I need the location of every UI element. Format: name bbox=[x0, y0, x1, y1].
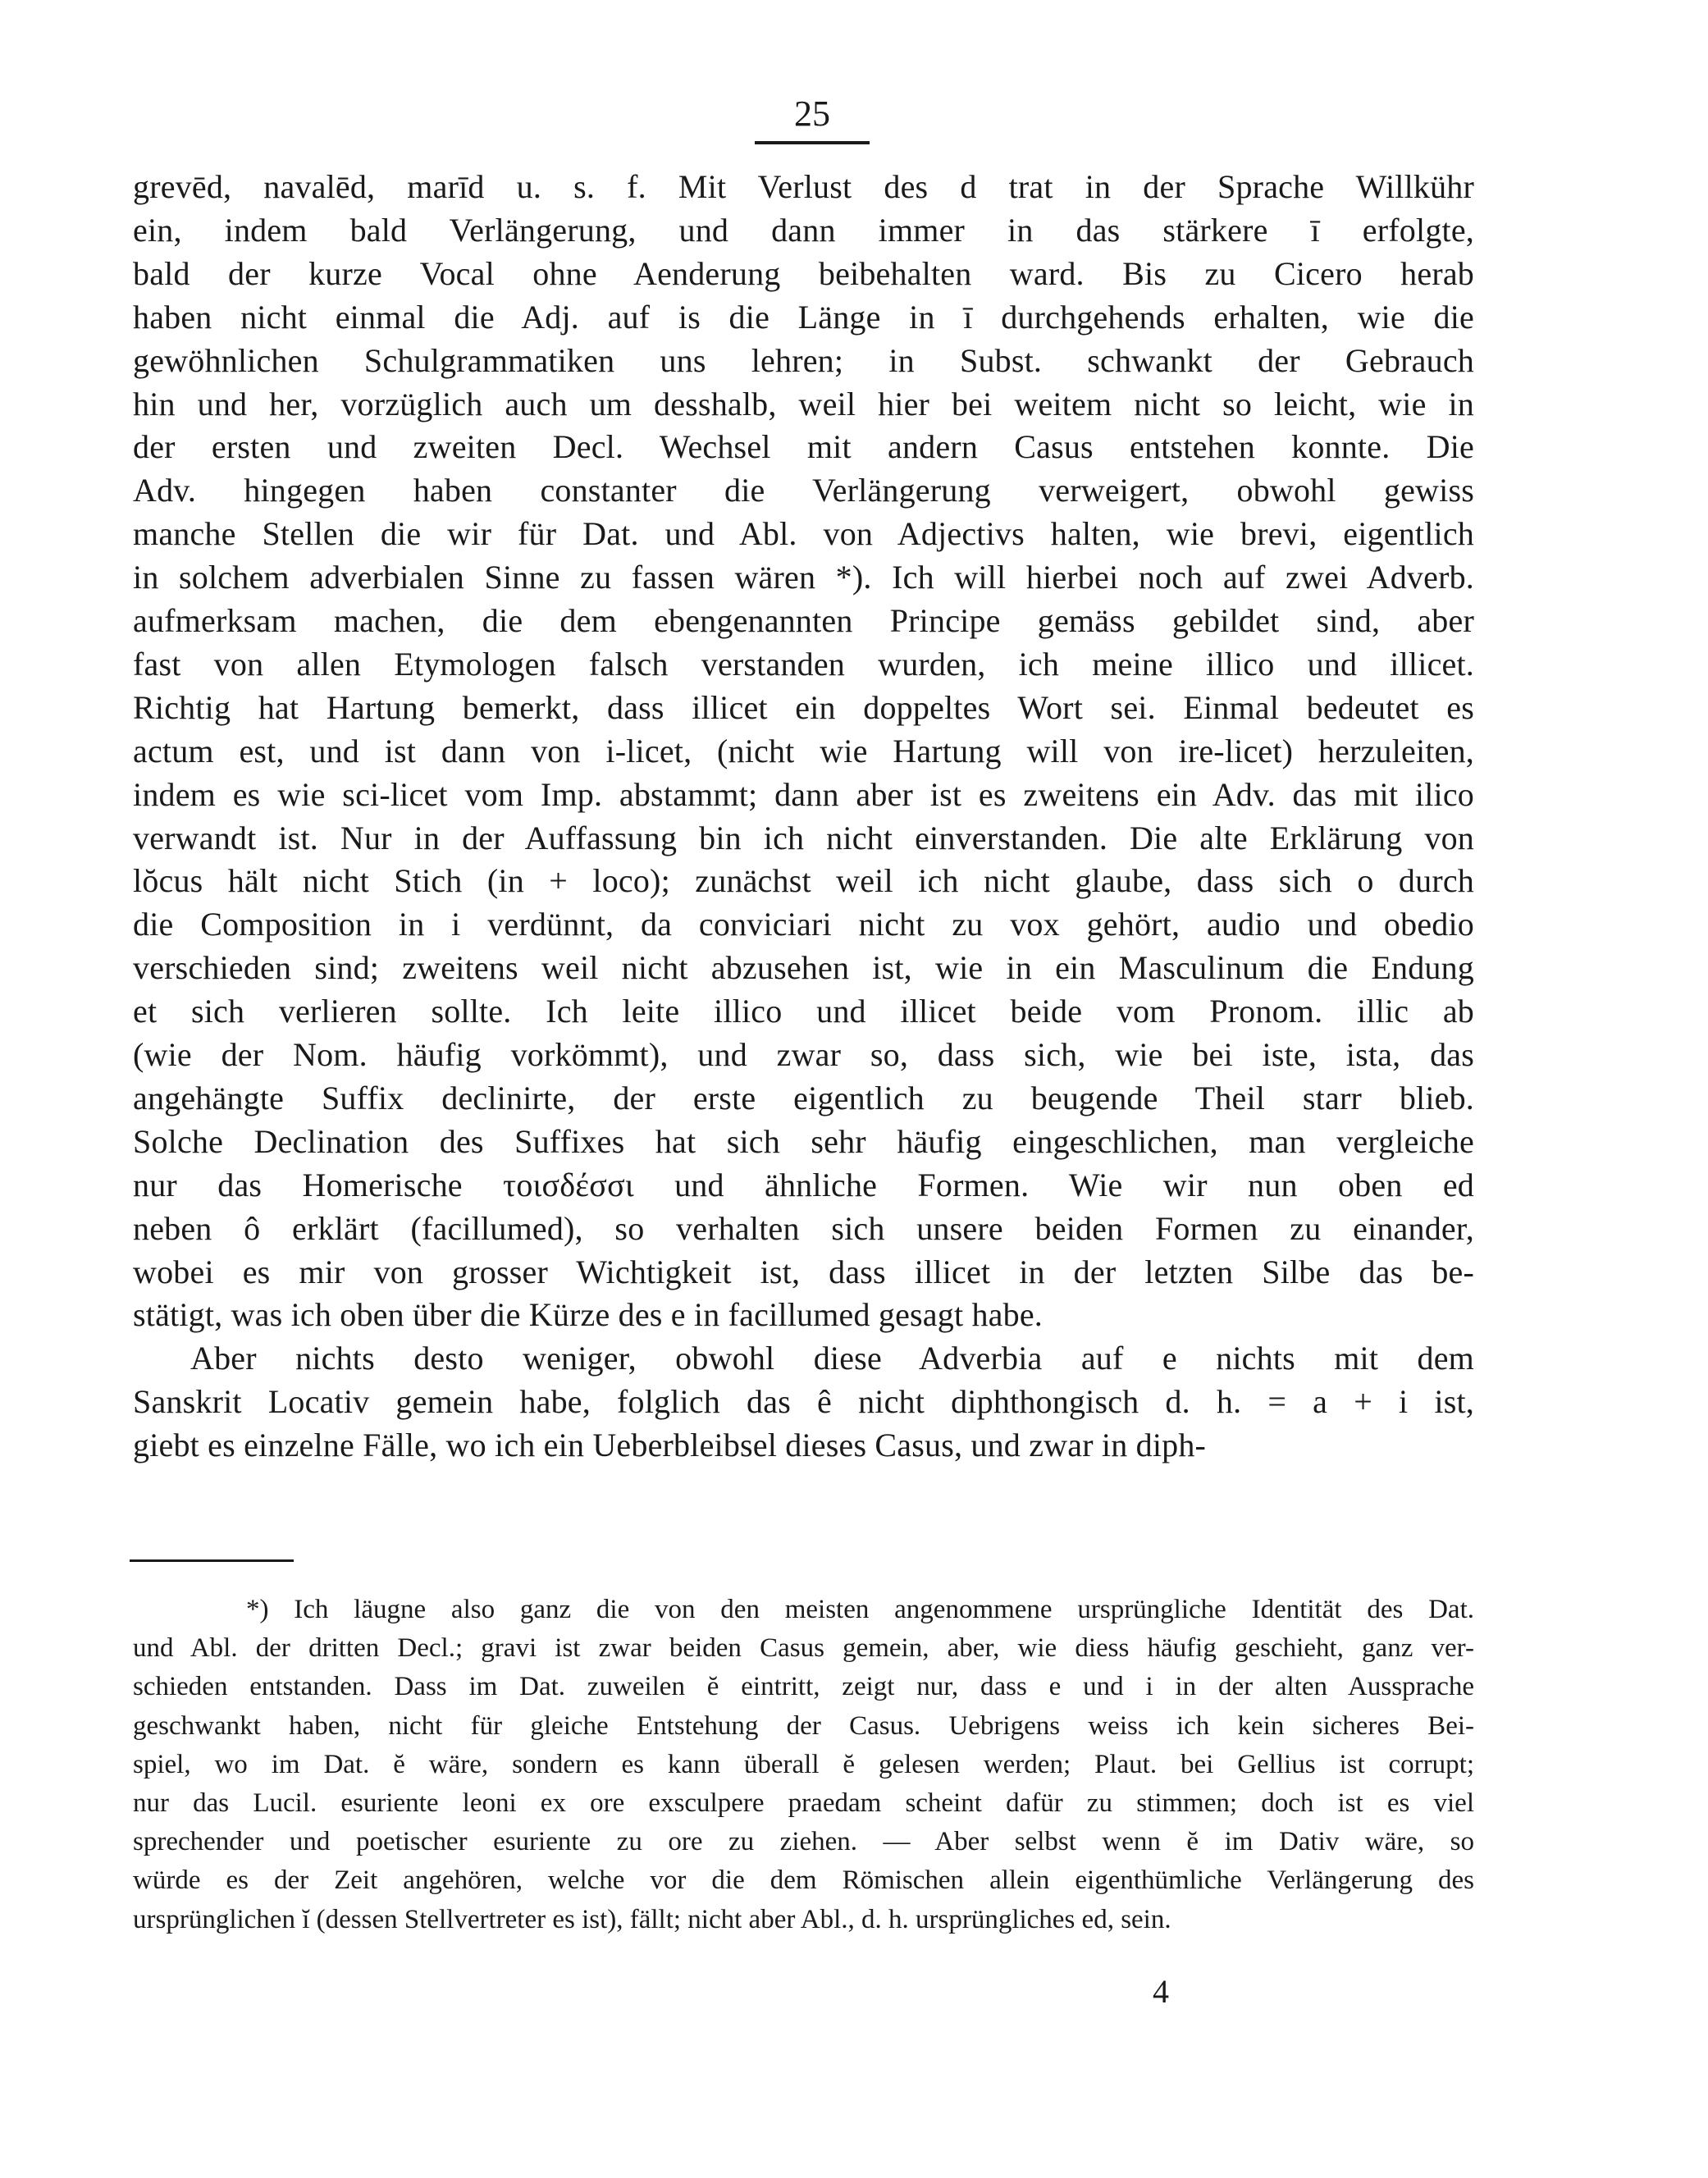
footnote-line: schieden entstanden. Dass im Dat. zuweilen ĕ eintritt, zeigt nur, dass e und i in der alten Aussprache bbox=[133, 1672, 1474, 1701]
body-line: giebt es einzelne Fälle, wo ich ein Ueberbleibsel dieses Casus, und zwar in diph- bbox=[133, 1427, 1207, 1463]
footnote-line: und Abl. der dritten Decl.; gravi ist zwar beiden Casus gemein, aber, wie diess häufig geschieht, ganz ver- bbox=[133, 1633, 1474, 1663]
body-line: verschieden sind; zweitens weil nicht abzusehen ist, wie in ein Masculinum die Endung bbox=[133, 949, 1474, 986]
footnote-line: sprechender und poetischer esuriente zu ore zu ziehen. — Aber selbst wenn ĕ im Dativ wäre, so bbox=[133, 1827, 1474, 1856]
body-line: angehängte Suffix declinirte, der erste eigentlich zu beugende Theil starr blieb. bbox=[133, 1080, 1474, 1116]
footnote-line: ursprünglichen ĭ (dessen Stellvertreter es ist), fällt; nicht aber Abl., d. h. ursprüngliches ed, sein. bbox=[133, 1905, 1171, 1934]
body-line: Sanskrit Locativ gemein habe, folglich das ê nicht diphthongisch d. h. = a + i ist, bbox=[133, 1383, 1474, 1420]
body-line: neben ô erklärt (facillumed), so verhalten sich unsere beiden Formen zu einander, bbox=[133, 1210, 1474, 1247]
body-line: verwandt ist. Nur in der Auffassung bin ich nicht einverstanden. Die alte Erklärung von bbox=[133, 820, 1474, 856]
body-line: nur das Homerische τοισδέσσι und ähnliche Formen. Wie wir nun oben ed bbox=[133, 1167, 1474, 1203]
body-line: lŏcus hält nicht Stich (in + loco); zunächst weil ich nicht glaube, dass sich o durch bbox=[133, 862, 1474, 899]
body-line: Adv. hingegen haben constanter die Verlängerung verweigert, obwohl gewiss bbox=[133, 472, 1474, 509]
body-line: gewöhnlichen Schulgrammatiken uns lehren; in Subst. schwankt der Gebrauch bbox=[133, 342, 1474, 379]
footnote-line: würde es der Zeit angehören, welche vor die dem Römischen allein eigenthümliche Verlängerung des bbox=[133, 1865, 1474, 1895]
signature-mark: 4 bbox=[1153, 1973, 1169, 2010]
footnote-line: nur das Lucil. esuriente leoni ex ore exsculpere praedam scheint dafür zu stimmen; doch ist es viel bbox=[133, 1788, 1474, 1818]
body-line: die Composition in i verdünnt, da conviciari nicht zu vox gehört, audio und obedio bbox=[133, 906, 1474, 943]
body-line: et sich verlieren sollte. Ich leite illico und illicet beide vom Pronom. illic ab bbox=[133, 993, 1474, 1030]
body-line: hin und her, vorzüglich auch um desshalb, weil hier bei weitem nicht so leicht, wie in bbox=[133, 386, 1474, 422]
footnote-line: *) Ich läugne also ganz die von den meisten angenommene ursprüngliche Identität des Dat. bbox=[246, 1595, 1474, 1624]
body-line: wobei es mir von grosser Wichtigkeit ist, dass illicet in der letzten Silbe das be- bbox=[133, 1253, 1474, 1290]
body-line: indem es wie sci-licet vom Imp. abstammt; dann aber ist es zweitens ein Adv. das mit ilico bbox=[133, 776, 1474, 813]
body-line: haben nicht einmal die Adj. auf is die Länge in ī durchgehends erhalten, wie die bbox=[133, 299, 1474, 336]
body-line: fast von allen Etymologen falsch verstanden wurden, ich meine illico und illicet. bbox=[133, 646, 1474, 683]
page-number-rule bbox=[755, 141, 870, 144]
body-line: bald der kurze Vocal ohne Aenderung beibehalten ward. Bis zu Cicero herab bbox=[133, 255, 1474, 292]
footnote-line: geschwankt haben, nicht für gleiche Entstehung der Casus. Uebrigens weiss ich kein sicheres Bei- bbox=[133, 1711, 1474, 1741]
body-line: actum est, und ist dann von i-licet, (nicht wie Hartung will von ire-licet) herzuleiten, bbox=[133, 733, 1474, 769]
body-line: Aber nichts desto weniger, obwohl diese Adverbia auf e nichts mit dem bbox=[190, 1340, 1474, 1377]
body-line: Richtig hat Hartung bemerkt, dass illicet ein doppeltes Wort sei. Einmal bedeutet es bbox=[133, 689, 1474, 726]
body-line: (wie der Nom. häufig vorkömmt), und zwar so, dass sich, wie bei iste, ista, das bbox=[133, 1036, 1474, 1073]
footnote-rule bbox=[130, 1559, 294, 1562]
body-line: manche Stellen die wir für Dat. und Abl. von Adjectivs halten, wie brevi, eigentlich bbox=[133, 515, 1474, 552]
body-line: grevēd, navalēd, marīd u. s. f. Mit Verlust des d trat in der Sprache Willkühr bbox=[133, 168, 1474, 205]
body-line: der ersten und zweiten Decl. Wechsel mit andern Casus entstehen konnte. Die bbox=[133, 428, 1474, 465]
body-line: aufmerksam machen, die dem ebengenannten Principe gemäss gebildet sind, aber bbox=[133, 602, 1474, 639]
body-line: Solche Declination des Suffixes hat sich sehr häufig eingeschlichen, man vergleiche bbox=[133, 1123, 1474, 1160]
page-number: 25 bbox=[794, 94, 830, 134]
body-line: in solchem adverbialen Sinne zu fassen wären *). Ich will hierbei noch auf zwei Adverb. bbox=[133, 559, 1474, 596]
body-line: ein, indem bald Verlängerung, und dann immer in das stärkere ī erfolgte, bbox=[133, 212, 1474, 249]
body-line: stätigt, was ich oben über die Kürze des e in facillumed gesagt habe. bbox=[133, 1296, 1043, 1333]
footnote-line: spiel, wo im Dat. ĕ wäre, sondern es kann überall ĕ gelesen werden; Plaut. bei Gellius ist corrupt; bbox=[133, 1750, 1474, 1779]
